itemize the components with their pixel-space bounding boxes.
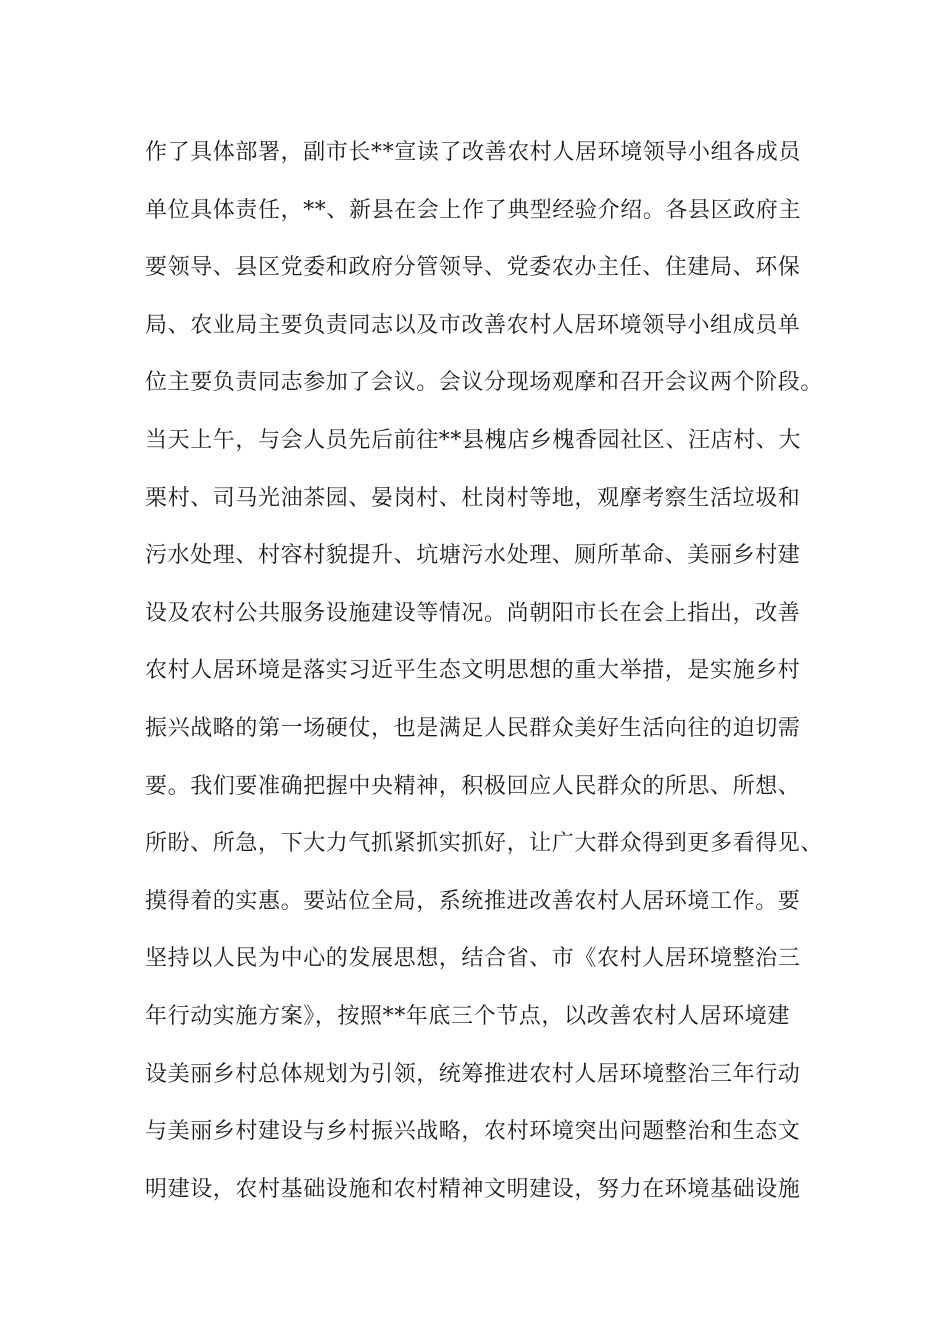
text-line: 栗村、司马光油茶园、晏岗村、杜岗村等地，观摩考察生活垃圾和 [145,485,801,511]
text-line: 当天上午，与会人员先后前往**县槐店乡槐香园社区、汪店村、大 [145,427,802,453]
text-line: 摸得着的实惠。要站位全局，系统推进改善农村人居环境工作。要 [145,888,801,914]
text-line: 要领导、县区党委和政府分管领导、党委农办主任、住建局、环保 [145,255,801,281]
text-line: 作了具体部署，副市长**宣读了改善农村人居环境领导小组各成员 [145,140,802,165]
text-line: 局、农业局主要负责同志以及市改善农村人居环境领导小组成员单 [145,312,801,338]
text-line: 明建设，农村基础设施和农村精神文明建设，努力在环境基础设施 [145,1176,801,1202]
text-line: 污水处理、村容村貌提升、坑塘污水处理、厕所革命、美丽乡村建 [145,543,801,569]
text-line: 振兴战略的第一场硬仗，也是满足人民群众美好生活向往的迫切需 [145,715,801,741]
text-line: 坚持以人民为中心的发展思想，结合省、市《农村人居环境整治三 [145,946,801,972]
text-line: 与美丽乡村建设与乡村振兴战略，农村环境突出问题整治和生态文 [145,1119,801,1145]
text-line: 位主要负责同志参加了会议。会议分现场观摩和召开会议两个阶段。 [145,370,824,396]
body-paragraph [145,132,825,1226]
text-line: 所盼、所急，下大力气抓紧抓实抓好，让广大群众得到更多看得见、 [145,831,824,857]
text-line: 年行动实施方案》，按照**年底三个节点，以改善农村人居环境建 [145,1003,791,1029]
text-line: 要。我们要准确把握中央精神，积极回应人民群众的所思、所想、 [145,773,801,799]
text-line: 设及农村公共服务设施建设等情况。尚朝阳市长在会上指出，改善 [145,600,801,626]
text-line: 农村人居环境是落实习近平生态文明思想的重大举措，是实施乡村 [145,658,801,684]
text-line: 设美丽乡村总体规划为引领，统筹推进农村人居环境整治三年行动 [145,1061,801,1087]
text-line: 单位具体责任，**、新县在会上作了典型经验介绍。各县区政府主 [145,197,802,223]
